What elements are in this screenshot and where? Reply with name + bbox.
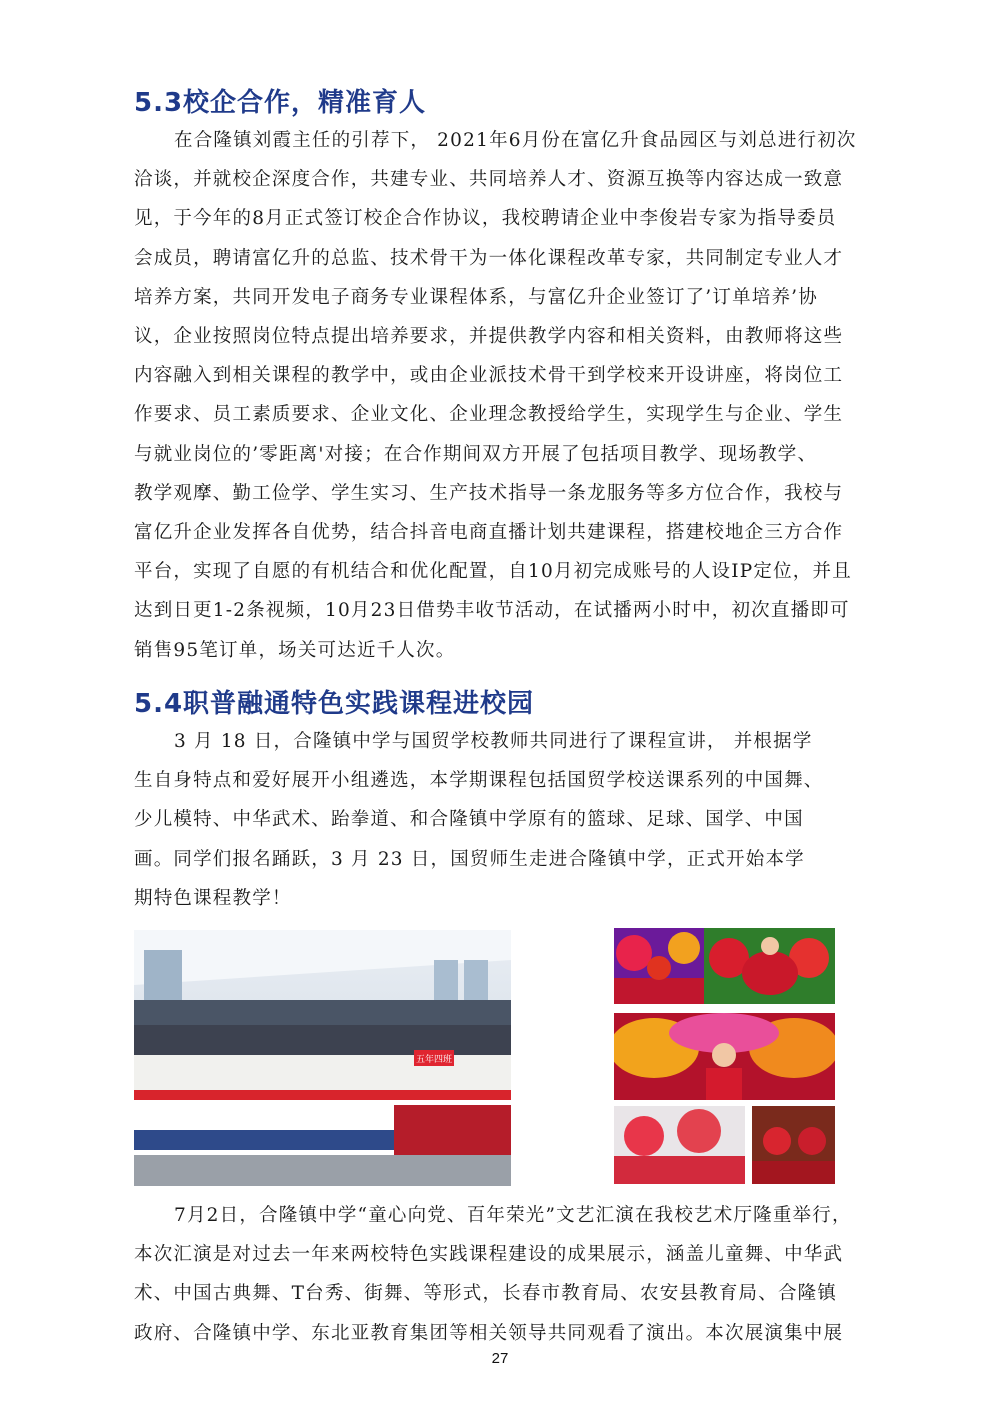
text-line: 与就业岗位的’零距离'对接；在合作期间双方开展了包括项目教学、现场教学、 (134, 443, 818, 465)
text-line: 少儿模特、中华武术、跆拳道、和合隆镇中学原有的篮球、足球、国学、中国 (134, 809, 804, 831)
section-5-3-paragraph (134, 121, 874, 670)
text-line: 内容融入到相关课程的教学中，或由企业派技术骨干到学校来开设讲座，将岗位工 (134, 365, 844, 387)
text-line: 平台，实现了自愿的有机结合和优化配置，自10月初完成账号的人设IP定位，并且 (134, 561, 852, 583)
text-line: 培养方案，共同开发电子商务专业课程体系，与富亿升企业签订了’订单培养’协 (134, 286, 818, 308)
page-number: 27 (491, 1350, 509, 1367)
text-line: 术、中国古典舞、T台秀、街舞、等形式，长春市教育局、农安县教育局、合隆镇 (134, 1283, 838, 1305)
dance-performance-photo-3 (614, 1013, 835, 1100)
text-line: 期特色课程教学！ (134, 887, 292, 909)
dance-performance-photo-1 (614, 928, 704, 1004)
text-line: 在合隆镇刘霞主任的引荐下， 2021年6月份在富亿升食品园区与刘总进行初次 (174, 130, 857, 151)
section-heading-5-4: 5.4职普融通特色实践课程进校园 (134, 689, 535, 719)
text-line: 作要求、员工素质要求、企业文化、企业理念教授给学生，实现学生与企业、学生 (134, 404, 844, 426)
text-line: 洽谈，并就校企深度合作，共建专业、共同培养人才、资源互换等内容达成一致意 (134, 169, 844, 191)
text-line: 富亿升企业发挥各自优势，结合抖音电商直播计划共建课程，搭建校地企三方合作 (134, 522, 844, 544)
text-line: 见，于今年的8月正式签订校企合作协议，我校聘请企业中李俊岩专家为指导委员 (134, 208, 837, 230)
text-line: 7月2日，合隆镇中学“童心向党、百年荣光”文艺汇演在我校艺术厅隆重举行， (174, 1205, 852, 1226)
text-line: 教学观摩、勤工俭学、学生实习、生产技术指导一条龙服务等多方位合作，我校与 (134, 482, 844, 504)
banner-sign-text: 五年四班 (415, 1055, 453, 1065)
text-line: 生自身特点和爱好展开小组遴选，本学期课程包括国贸学校送课系列的中国舞、 (134, 770, 824, 792)
section-5-4-paragraph (134, 722, 874, 918)
dance-performance-photo-5 (752, 1106, 835, 1184)
performance-paragraph (134, 1196, 874, 1353)
text-line: 议，企业按照岗位特点提出培养要求，并提供教学内容和相关资料，由教师将这些 (134, 326, 844, 348)
text-line: 政府、合隆镇中学、东北亚教育集团等相关领导共同观看了演出。本次展演集中展 (134, 1322, 844, 1344)
text-line: 3 月 18 日，合隆镇中学与国贸学校教师共同进行了课程宣讲， 并根据学 (174, 731, 813, 752)
dance-performance-photo-4 (614, 1106, 745, 1184)
text-line: 会成员，聘请富亿升的总监、技术骨干为一体化课程改革专家，共同制定专业人才 (134, 247, 844, 269)
section-heading-5-3: 5.3校企合作，精准育人 (134, 88, 427, 118)
auditorium-students-photo (134, 930, 511, 1186)
dance-performance-photo-2 (704, 928, 835, 1004)
text-line: 本次汇演是对过去一年来两校特色实践课程建设的成果展示，涵盖儿童舞、中华武 (134, 1244, 844, 1266)
text-line: 达到日更1-2条视频，10月23日借势丰收节活动，在试播两小时中，初次直播即可 (134, 600, 850, 622)
text-line: 画。同学们报名踊跃，3 月 23 日，国贸师生走进合隆镇中学，正式开始本学 (134, 848, 805, 870)
text-line: 销售95笔订单，场关可达近千人次。 (134, 639, 456, 661)
